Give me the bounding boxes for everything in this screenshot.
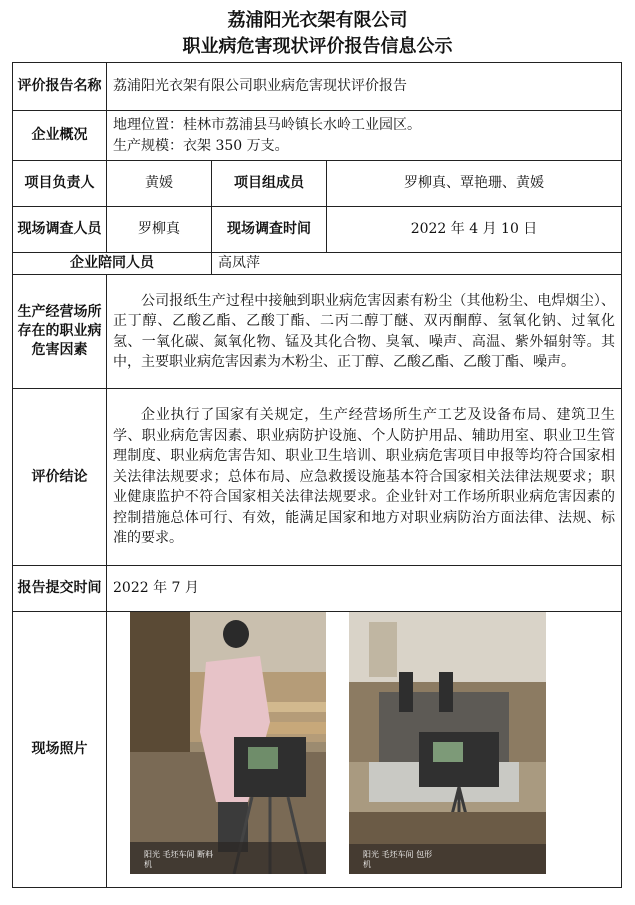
- submit-label: 报告提交时间: [13, 566, 107, 612]
- survey-time-value: 2022 年 4 月 10 日: [327, 207, 622, 253]
- photos-label: 现场照片: [13, 612, 107, 888]
- photo2-caption: 阳光 毛坯车间 包形机: [363, 850, 433, 869]
- photos-cell: [107, 612, 622, 888]
- project-lead-value: 黄媛: [107, 161, 212, 207]
- row-submit: [13, 566, 622, 612]
- survey-staff-label: 现场调查人员: [13, 207, 107, 253]
- info-table: [12, 62, 622, 888]
- report-name-value: 荔浦阳光衣架有限公司职业病危害现状评价报告: [107, 63, 622, 111]
- survey-time-label: 现场调查时间: [212, 207, 327, 253]
- hazards-label: 生产经营场所存在的职业病危害因素: [13, 275, 107, 389]
- row-survey: [13, 207, 622, 253]
- members-value: 罗柳真、覃艳珊、黄媛: [327, 161, 622, 207]
- report-name-label: 评价报告名称: [13, 63, 107, 111]
- overview-value: [107, 111, 622, 161]
- row-photos: [13, 612, 622, 888]
- project-lead-label: 项目负责人: [13, 161, 107, 207]
- hazards-text: 公司报纸生产过程中接触到职业病危害因素有粉尘（其他粉尘、电焊烟尘）、正丁醇、乙酸乙酯、乙酸丁酯、二丙二醇丁醚、双丙酮醇、氢氧化钠、过氧化氢、一氧化碳、氮氧化物、锰及其化合物、臭氧、噪声、高温、紫外辐射等。其中，主要职业病危害因素为木粉尘、正丁醇、乙酸乙酯、乙酸丁酯、噪声。: [107, 275, 622, 389]
- overview-label: 企业概况: [13, 111, 107, 161]
- members-label: 项目组成员: [212, 161, 327, 207]
- site-photo-forming-machine: [349, 612, 546, 874]
- row-report-name: [13, 63, 622, 111]
- company-title: 荔浦阳光衣架有限公司: [227, 10, 408, 31]
- photo1-caption: 阳光 毛坯车间 断料机: [144, 850, 214, 869]
- escort-label: 企业陪同人员: [13, 253, 212, 275]
- row-conclusion: [13, 389, 622, 566]
- escort-value: 高凤萍: [212, 253, 622, 275]
- survey-staff-value: 罗柳真: [107, 207, 212, 253]
- row-project-lead: [13, 161, 622, 207]
- row-hazards: [13, 275, 622, 389]
- submit-value: 2022 年 7 月: [107, 566, 622, 612]
- row-escort: [13, 253, 622, 275]
- site-photo-cutting-machine: [130, 612, 326, 874]
- overview-location: 地理位置：桂林市荔浦县马岭镇长水岭工业园区。: [113, 116, 421, 133]
- conclusion-label: 评价结论: [13, 389, 107, 566]
- overview-scale: 生产规模：衣架 350 万支。: [113, 137, 289, 154]
- page-title: 职业病危害现状评价报告信息公示: [182, 36, 453, 57]
- conclusion-text: 企业执行了国家有关规定，生产经营场所生产工艺及设备布局、建筑卫生学、职业病危害因素、职业病防护设施、个人防护用品、辅助用室、职业卫生管理制度、职业病危害告知、职业卫生培训、职业病危害项目申报等均符合国家相关法律法规要求；总体布局、应急救援设施基本符合国家相关法律法规要求；职业健康监护不符合国家相关法律法规要求。企业针对工作场所职业病危害因素的控制措施总体可行、有效，能满足国家和地方对职业病防治方面法律、法规、标准的要求。: [107, 389, 622, 566]
- row-overview: [13, 111, 622, 161]
